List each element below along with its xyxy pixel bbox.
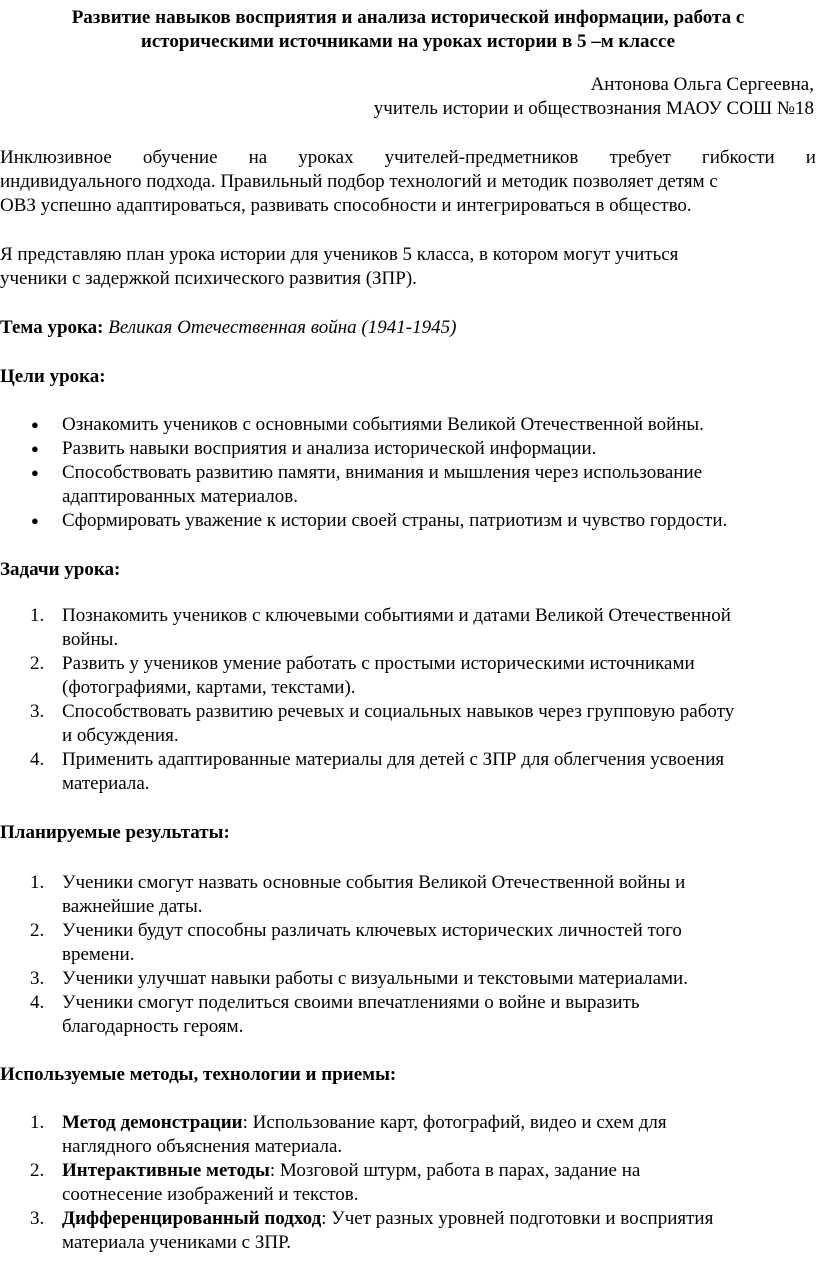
word: требует — [609, 147, 671, 168]
tasks-list — [0, 604, 816, 796]
word: гибкости — [701, 147, 775, 168]
goals-list — [0, 413, 816, 533]
results-list — [0, 871, 816, 1039]
word: учителей-предметников — [384, 147, 579, 168]
goals-heading — [0, 365, 106, 389]
title-line: Развитие навыков восприятия и анализа исторической информации, работа с — [71, 7, 745, 28]
item-line: Сформировать уважение к истории своей страны, патриотизм и чувство гордости. — [62, 510, 728, 531]
item-line: Развить у учеников умение работать с простыми историческими источниками — [62, 653, 695, 674]
bullet-icon: ● — [31, 465, 39, 480]
list-item — [0, 748, 816, 796]
item-line — [62, 1159, 816, 1183]
author-block — [214, 73, 814, 121]
method-term: Дифференцированный подход — [62, 1208, 322, 1229]
list-item — [0, 509, 816, 533]
word: Инклюзивное — [0, 147, 112, 168]
item-line: наглядного объяснения материала. — [62, 1136, 343, 1157]
item-line: Ученики будут способны различать ключевых исторических личностей того — [62, 920, 682, 941]
bullet-icon: ● — [31, 513, 39, 528]
item-line: Способствовать развитию речевых и социальных навыков через групповую работу — [62, 701, 735, 722]
method-description: : Использование карт, фотографий, видео и схем для — [242, 1112, 667, 1133]
bullet-icon: ● — [31, 441, 39, 456]
paragraph-line: Я представляю план урока истории для учеников 5 класса, в котором могут учиться — [0, 244, 679, 265]
item-line: Ученики смогут поделиться своими впечатлениями о войне и выразить — [62, 992, 640, 1013]
list-item — [0, 1207, 816, 1255]
list-item — [0, 1159, 816, 1207]
item-line: важнейшие даты. — [62, 896, 203, 917]
item-number: 3. — [30, 701, 45, 722]
goals-heading-text: Цели урока: — [0, 366, 106, 387]
tasks-heading-text: Задачи урока: — [0, 559, 121, 580]
word: и — [805, 147, 816, 168]
list-item — [0, 1111, 816, 1159]
item-number: 2. — [30, 653, 45, 674]
item-number: 1. — [30, 872, 45, 893]
item-line: материала. — [62, 773, 150, 794]
item-line — [62, 1111, 816, 1135]
item-line: адаптированных материалов. — [62, 486, 298, 507]
item-number: 1. — [30, 605, 45, 626]
methods-list — [0, 1111, 816, 1255]
intro-paragraph — [0, 146, 816, 218]
word: уроках — [298, 147, 354, 168]
item-line: материала учениками с ЗПР. — [62, 1232, 292, 1253]
results-heading-text: Планируемые результаты: — [0, 822, 230, 843]
methods-heading — [0, 1063, 396, 1087]
item-number: 3. — [30, 968, 45, 989]
list-item — [0, 919, 816, 967]
item-line: Способствовать развитию памяти, внимания и мышления через использование — [62, 462, 703, 483]
method-term: Метод демонстрации — [62, 1112, 243, 1133]
item-number: 2. — [30, 920, 45, 941]
paragraph-line: ОВЗ успешно адаптироваться, развивать способности и интегрироваться в общество. — [0, 195, 692, 216]
intro-justified-line — [0, 146, 816, 170]
item-number: 4. — [30, 749, 45, 770]
item-number: 2. — [30, 1160, 45, 1181]
item-line: благодарность героям. — [62, 1016, 244, 1037]
method-term: Интерактивные методы — [62, 1160, 270, 1181]
item-line: (фотографиями, картами, текстами). — [62, 677, 356, 698]
list-item — [0, 871, 816, 919]
title-line: историческими источниками на уроках истории в 5 –м классе — [140, 31, 676, 52]
topic-label: Тема урока: — [0, 317, 104, 338]
item-line — [62, 1207, 816, 1231]
list-item — [0, 461, 816, 509]
word: на — [248, 147, 268, 168]
paragraph-line: ученики с задержкой психического развития (ЗПР). — [0, 268, 417, 289]
intro-paragraph-2 — [0, 243, 816, 291]
item-number: 4. — [30, 992, 45, 1013]
item-line: Познакомить учеников с ключевыми событиями и датами Великой Отечественной — [62, 605, 731, 626]
topic-value: Великая Отечественная война (1941-1945) — [108, 317, 457, 338]
tasks-heading — [0, 558, 120, 582]
paragraph-line: индивидуального подхода. Правильный подбор технологий и методик позволяет детям с — [0, 171, 718, 192]
item-line: Ученики смогут назвать основные события Великой Отечественной войны и — [62, 872, 686, 893]
item-line: Применить адаптированные материалы для детей с ЗПР для облегчения усвоения — [62, 749, 725, 770]
list-item — [0, 700, 816, 748]
results-heading — [0, 821, 230, 845]
list-item — [0, 604, 816, 652]
item-line: Ознакомить учеников с основными событиями Великой Отечественной войны. — [62, 414, 704, 435]
method-description: : Учет разных уровней подготовки и восприятия — [321, 1208, 714, 1229]
item-line: соотнесение изображений и текстов. — [62, 1184, 359, 1205]
item-line: Ученики улучшат навыки работы с визуальными и текстовыми материалами. — [62, 968, 688, 989]
author-name: Антонова Ольга Сергеевна, — [590, 74, 814, 95]
author-position: учитель истории и обществознания МАОУ СОШ №18 — [373, 98, 814, 119]
item-number: 3. — [30, 1208, 45, 1229]
list-item — [0, 437, 816, 461]
list-item — [0, 413, 816, 437]
methods-heading-text: Используемые методы, технологии и приемы: — [0, 1064, 397, 1085]
list-item — [0, 991, 816, 1039]
item-line: времени. — [62, 944, 135, 965]
item-number: 1. — [30, 1112, 45, 1133]
item-line: войны. — [62, 629, 119, 650]
list-item — [0, 967, 816, 991]
document-title — [0, 6, 816, 54]
item-line: и обсуждения. — [62, 725, 179, 746]
lesson-topic — [0, 316, 456, 340]
method-description: : Мозговой штурм, работа в парах, задание на — [269, 1160, 641, 1181]
word: обучение — [142, 147, 218, 168]
item-line: Развить навыки восприятия и анализа исторической информации. — [62, 438, 597, 459]
bullet-icon: ● — [31, 417, 39, 432]
list-item — [0, 652, 816, 700]
